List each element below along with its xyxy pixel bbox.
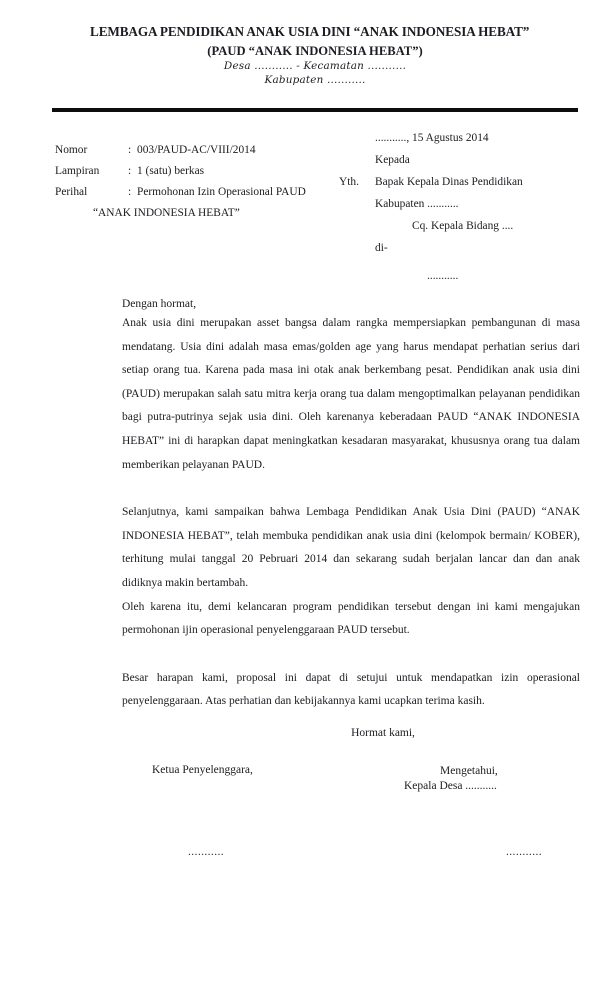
addressee-yth-label: Yth. (339, 176, 359, 188)
addressee-block (339, 127, 589, 287)
reference-value-nomor: 003/PAUD-AC/VIII/2014 (137, 144, 256, 156)
reference-label-perihal: Perihal (55, 186, 88, 198)
salutation: Dengan hormat, (122, 298, 197, 310)
addressee-di-placeholder: ........... (427, 270, 459, 282)
addressee-kabupaten: Kabupaten ........... (375, 198, 459, 210)
reference-colon-lampiran: : (128, 165, 132, 177)
letterhead-desa-kecamatan: Desa ........... - Kecamatan ........... (223, 60, 407, 72)
reference-value-perihal: Permohonan Izin Operasional PAUD (137, 186, 306, 198)
signature-right-titles (404, 764, 580, 794)
addressee-place-date-row (339, 127, 589, 149)
institution-subtitle: (PAUD “ANAK INDONESIA HEBAT”) (207, 44, 423, 58)
addressee-recipient: Bapak Kepala Dinas Pendidikan (375, 176, 523, 188)
reference-colon-perihal: : (128, 186, 132, 198)
letterhead-divider (52, 108, 578, 112)
signature-left-title: Ketua Penyelenggara, (152, 764, 253, 776)
reference-row-perihal (55, 182, 306, 203)
reference-label-nomor: Nomor (55, 144, 88, 156)
reference-colon-nomor: : (128, 144, 132, 156)
addressee-recipient-row (339, 171, 589, 193)
body-paragraph-1: Anak usia dini merupakan asset bangsa dalam rangka mempersiapkan pembangunan di masa mendatang. Usia dini adalah masa emas/golden age yang harus mendapat perhatian serius dari setiap orang tua. Karena pada masa ini otak anak berkembang pesat. Pendidikan anak usia dini (PAUD) merupakan salah satu mitra kerja orang tua dalam mengoptimalkan pelayanan pendidikan bagi putra-putrinya sejak usia dini. Oleh karenanya keberadaan PAUD “ANAK INDONESIA HEBAT” ini di harapkan dapat meningkatkan kesadaran masyarakat, khususnya orang tua dalam memberikan pelayanan PAUD. (122, 317, 580, 471)
signature-right-name-placeholder: ........... (506, 846, 543, 858)
signature-name-placeholders (122, 846, 580, 858)
letterhead-kabupaten: Kabupaten ........... (264, 73, 366, 86)
signature-right-title-line1: Mengetahui, (440, 765, 498, 777)
body-paragraph-3: Oleh karena itu, demi kelancaran program pendidikan tersebut dengan ini kami mengajukan permohonan ijin operasional penyelenggaraan PAUD tersebut. (122, 600, 580, 637)
addressee-kepada: Kepada (375, 154, 410, 166)
reference-row-lampiran (55, 161, 306, 182)
signature-left-name-placeholder: ........... (188, 846, 225, 858)
addressee-di: di- (375, 242, 388, 254)
reference-block (55, 140, 306, 224)
addressee-attention-row (339, 215, 589, 237)
reference-label-lampiran: Lampiran (55, 165, 100, 177)
reference-row-nomor (55, 140, 306, 161)
institution-title: LEMBAGA PENDIDIKAN ANAK USIA DINI “ANAK INDONESIA HEBAT” (90, 24, 530, 39)
place-and-date: ..........., 15 Agustus 2014 (375, 132, 489, 144)
addressee-attention: Cq. Kepala Bidang .... (412, 220, 514, 232)
addressee-kepada-row (339, 149, 589, 171)
body-paragraph-4: Besar harapan kami, proposal ini dapat di setujui untuk mendapatkan izin operasional penyelenggaraan. Atas perhatian dan kebijakannya kami ucapkan terima kasih. (122, 671, 580, 708)
signature-block (122, 724, 580, 858)
reference-perihal-continuation: “ANAK INDONESIA HEBAT” (93, 207, 240, 219)
signature-closing: Hormat kami, (351, 727, 415, 739)
body-paragraph-2: Selanjutnya, kami sampaikan bahwa Lembaga Pendidikan Anak Usia Dini (PAUD) “ANAK INDONESIA HEBAT”, telah membuka pendidikan anak usia dini (kelompok bermain/ KOBER), terhitung mulai tanggal 20 Pebruari 2014 dan sekarang sudah berjalan lancar dan dan anak didiknya makin bertambah. (122, 506, 580, 589)
signature-columns (122, 764, 580, 794)
letter-body (122, 296, 580, 714)
reference-value-lampiran: 1 (satu) berkas (137, 165, 205, 177)
signature-right-title-line2: Kepala Desa ........... (404, 780, 497, 792)
letterhead (52, 22, 578, 87)
addressee-di-row (339, 237, 589, 259)
addressee-di-dots-row (339, 265, 589, 287)
addressee-kabupaten-row (339, 193, 589, 215)
